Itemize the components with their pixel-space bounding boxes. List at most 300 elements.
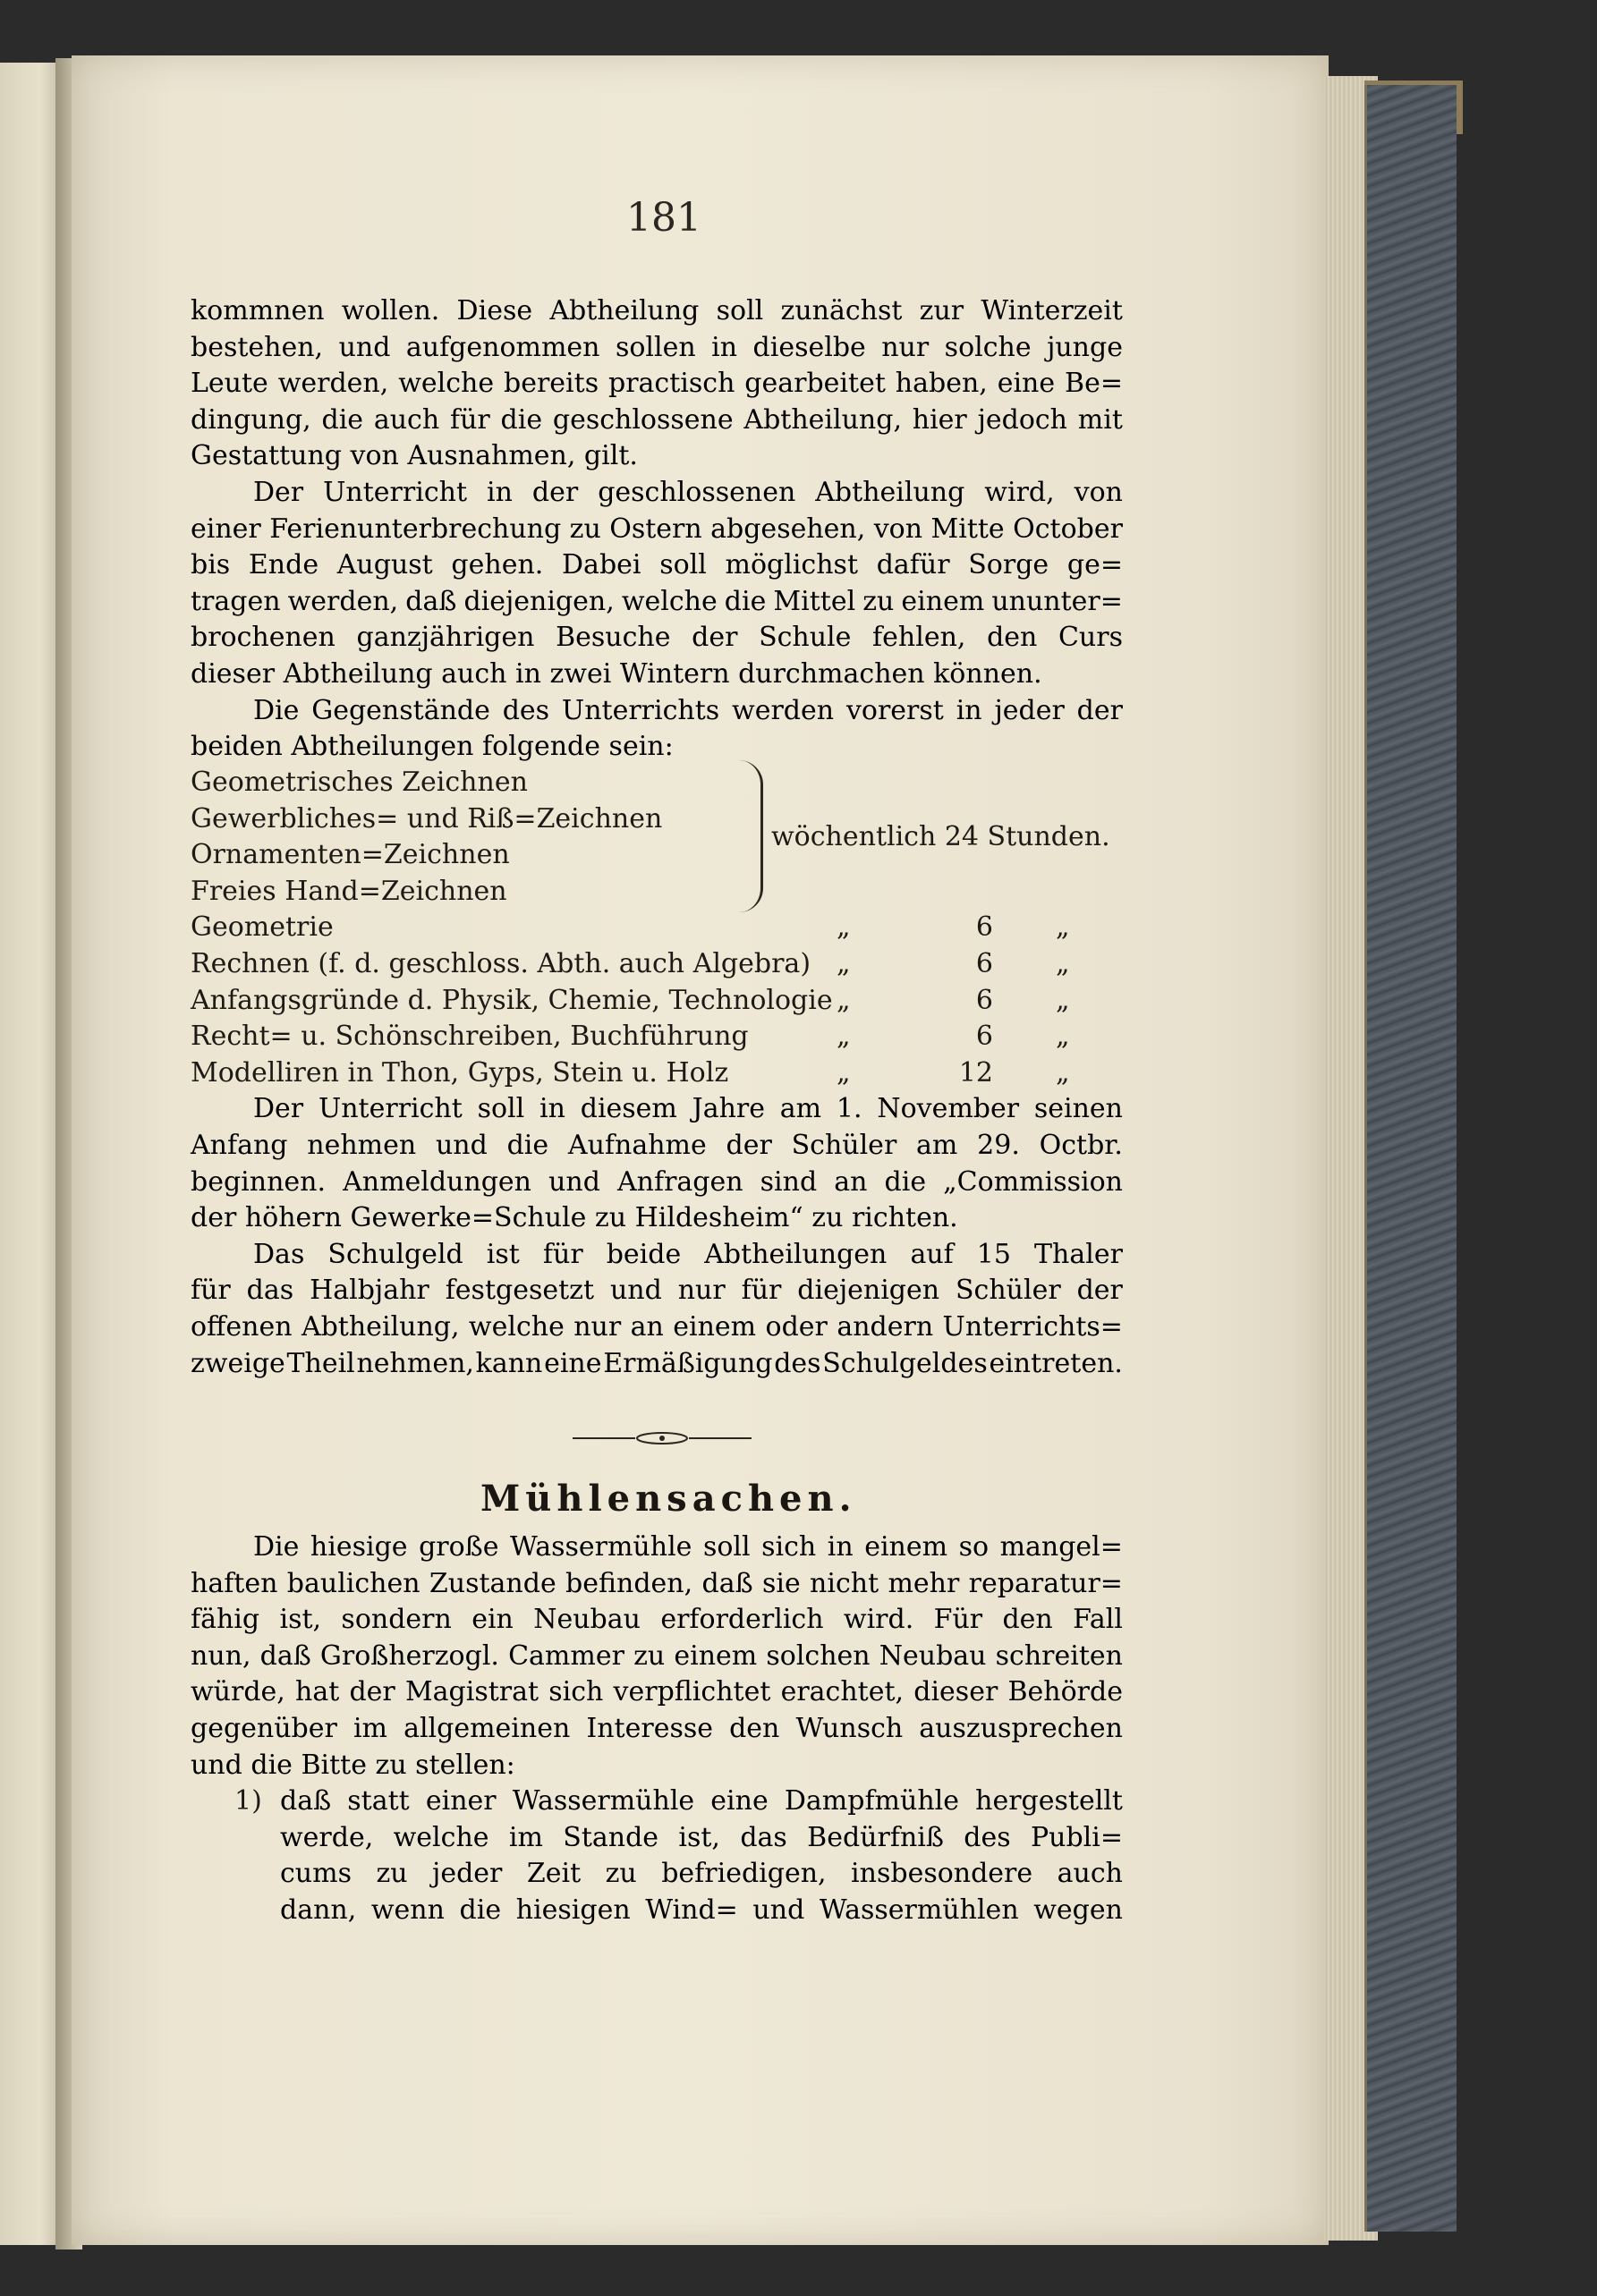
word: Aufnahme (567, 1130, 707, 1161)
word: eine (997, 368, 1056, 400)
word: die (321, 403, 364, 436)
word: baulichen (286, 1567, 420, 1599)
word: festgesetzt (445, 1275, 595, 1307)
word: offenen (191, 1311, 293, 1343)
word: das (740, 1821, 787, 1853)
word: sondern (341, 1604, 452, 1636)
word: zu (862, 585, 895, 617)
paragraph-line (191, 1200, 1123, 1236)
word: Besuche (556, 622, 671, 654)
word: auf (910, 1238, 954, 1270)
subject-item: Geometrisches Zeichnen (191, 767, 528, 798)
word: geschlossene (552, 403, 734, 436)
word: daß (701, 1567, 753, 1599)
paragraph-line (253, 1237, 1123, 1273)
word: dafür (876, 549, 950, 581)
word: Abtheilung (815, 477, 965, 508)
word: tragen (191, 585, 281, 617)
word: dann, (280, 1894, 357, 1926)
word: schreiten (995, 1639, 1123, 1672)
paragraph-line (191, 729, 1123, 765)
word: gehen. (451, 549, 544, 581)
word: Wassermühle (509, 1531, 692, 1563)
word: so (958, 1531, 990, 1563)
word: einer (191, 513, 261, 545)
word: Das (253, 1238, 305, 1270)
word: die (506, 1130, 549, 1161)
word: zweige (191, 1347, 285, 1379)
word: dingung, (191, 403, 311, 436)
word: ist, (678, 1821, 720, 1853)
word: den (729, 1713, 780, 1744)
word: Abtheilung, (301, 1311, 460, 1343)
paragraph-line (191, 1346, 1123, 1382)
word: Wassermühle (512, 1785, 695, 1817)
word: practisch (607, 368, 735, 400)
word: für (191, 1275, 231, 1307)
word: „Commission (943, 1165, 1123, 1198)
word: cums (280, 1858, 352, 1890)
word: einem (674, 1639, 758, 1672)
list-item-line (280, 1820, 1123, 1856)
word: der (726, 1130, 772, 1161)
word: Schule (759, 622, 852, 654)
word: des (774, 1347, 821, 1379)
subject-name: Geometrie (191, 911, 334, 944)
word: Halbjahr (310, 1275, 429, 1307)
word: am (916, 1130, 958, 1161)
word: und (338, 331, 391, 363)
word: zu (633, 1639, 666, 1672)
word: wird, (984, 477, 1055, 508)
word: insbesondere (851, 1858, 1033, 1890)
word: die (500, 403, 543, 436)
section-divider-ornament (573, 1429, 752, 1447)
ditto-mark: „ (837, 1021, 851, 1053)
word: Der (253, 477, 304, 508)
word: nehmen (307, 1130, 417, 1161)
word: 15 (976, 1238, 1011, 1270)
word: statt (347, 1785, 410, 1817)
subject-hours: 6 (975, 911, 993, 944)
ditto-mark: „ (1056, 984, 1070, 1016)
list-item-marker: 1) (234, 1785, 262, 1817)
word: zur (919, 295, 964, 326)
word: Für (933, 1604, 983, 1636)
word: Die (253, 694, 300, 726)
word: in (956, 694, 982, 726)
word: October (1013, 513, 1123, 545)
word: Neubau (533, 1604, 641, 1636)
word: Thaler (1034, 1238, 1123, 1270)
subject-item: Ornamenten=Zeichnen (191, 839, 510, 871)
word: Publi= (1030, 1821, 1123, 1853)
word: Diese (456, 295, 533, 326)
word: und (752, 1894, 805, 1926)
word: werden, (287, 585, 399, 617)
subject-name: Recht= u. Schönschreiben, Buchführung (191, 1021, 749, 1053)
word: nur (881, 331, 930, 363)
word: für (449, 403, 490, 436)
word: Dampfmühle (784, 1785, 959, 1817)
word: allgemeinen (403, 1713, 571, 1744)
word: gegenüber (191, 1713, 337, 1744)
word: nur (573, 1311, 622, 1343)
word: Dabei (562, 549, 641, 581)
ditto-mark: „ (1056, 948, 1070, 979)
subject-item: Freies Hand=Zeichnen (191, 875, 507, 907)
word: einem (901, 585, 985, 617)
subject-item: Gewerbliches= und Riß=Zeichnen (191, 802, 663, 835)
word: Die (253, 1531, 300, 1563)
word: vorerst (845, 694, 944, 726)
word: wollen. (341, 295, 440, 326)
word: Ostern (609, 513, 702, 545)
paragraph-line (191, 547, 1123, 583)
word: Anfragen (616, 1165, 743, 1198)
word: Abtheilungen (704, 1238, 888, 1270)
word: und (548, 1165, 600, 1198)
word: abgesehen, (710, 513, 866, 545)
ditto-mark: „ (1056, 1056, 1070, 1089)
word: Abtheilung, (743, 403, 902, 436)
word: eine (544, 1347, 602, 1379)
subject-hours: 6 (975, 948, 993, 979)
word: Fall (1073, 1604, 1123, 1636)
word: im (353, 1713, 387, 1744)
word: dieser Abtheilung auch in zwei Wintern durchmachen können. (191, 658, 1042, 690)
paragraph-line (191, 1639, 1123, 1674)
word: beide (606, 1238, 682, 1270)
word: Octbr. (1039, 1130, 1123, 1161)
word: brochenen (191, 622, 336, 654)
word: Jahre (692, 1093, 765, 1125)
list-item-line (280, 1856, 1123, 1892)
word: mehr (888, 1567, 960, 1599)
word: nur (677, 1275, 726, 1307)
word: sind (760, 1165, 818, 1198)
word: Cammer (508, 1639, 624, 1672)
paragraph-line (191, 402, 1123, 438)
word: Zustande (429, 1567, 556, 1599)
ditto-mark: „ (837, 1056, 851, 1089)
word: Magistrat (404, 1676, 539, 1708)
word: Stande (563, 1821, 659, 1853)
word: das (246, 1275, 294, 1307)
book-cover (1364, 85, 1457, 2232)
word: wegen (1033, 1894, 1123, 1926)
word: Unterricht (323, 477, 468, 508)
word: August (336, 549, 433, 581)
word: nehmen, (356, 1347, 474, 1379)
word: Interesse (586, 1713, 713, 1744)
word: zu (605, 1858, 637, 1890)
word: möglichst (725, 549, 859, 581)
word: die (459, 1894, 502, 1926)
word: an (630, 1311, 664, 1343)
word: werden (732, 694, 835, 726)
word: der (349, 1676, 395, 1708)
word: soll (702, 1531, 751, 1563)
word: eintreten. (989, 1347, 1123, 1379)
paragraph-line (191, 1711, 1123, 1747)
word: und die Bitte zu stellen: (191, 1749, 515, 1781)
word: Gestattung von Ausnahmen, gilt. (191, 440, 638, 472)
word: Ende (248, 549, 319, 581)
subject-name: Rechnen (f. d. geschloss. Abth. auch Algebra) (191, 948, 811, 979)
word: welche (398, 368, 495, 400)
paragraph-line (191, 1748, 1123, 1783)
word: diesem (580, 1093, 677, 1125)
word: nicht (810, 1567, 879, 1599)
word: daß (405, 585, 457, 617)
paragraph-line (191, 1309, 1123, 1345)
word: die (724, 585, 767, 617)
word: für (741, 1275, 782, 1307)
paragraph-line (253, 1529, 1123, 1565)
word: Ferienunterbrechung (269, 513, 562, 545)
paragraph-line (191, 584, 1123, 620)
word: beginnen. (191, 1165, 327, 1198)
word: den (1002, 1604, 1053, 1636)
word: Neubau (879, 1639, 987, 1672)
word: Anmeldungen (343, 1165, 531, 1198)
word: würde, (191, 1676, 285, 1708)
paragraph-line (191, 1566, 1123, 1602)
word: Bedürfniß (807, 1821, 944, 1853)
word: hiesige (310, 1531, 408, 1563)
word: im (508, 1821, 543, 1853)
word: bereits (503, 368, 599, 400)
word: der höhern Gewerke=Schule zu Hildesheim“ zu richten. (191, 1202, 958, 1234)
word: daß (259, 1639, 311, 1672)
word: große (419, 1531, 499, 1563)
word: mangel= (999, 1531, 1123, 1563)
word: verpflichtet (613, 1676, 771, 1708)
word: und (435, 1130, 488, 1161)
word: Schüler (955, 1275, 1061, 1307)
paragraph-line (253, 475, 1123, 511)
word: Großherzogl. (319, 1639, 499, 1672)
paragraph-line (191, 1674, 1123, 1710)
word: soll (477, 1093, 525, 1125)
word: werde, (280, 1821, 374, 1853)
word: zu (376, 1858, 408, 1890)
word: soll (659, 549, 707, 581)
word: von (1074, 477, 1123, 508)
word: Mitte (930, 513, 1005, 545)
word: ganzjährigen (356, 622, 535, 654)
word: bestehen, (191, 331, 324, 363)
word: dieser (913, 1676, 998, 1708)
word: Schüler (791, 1130, 897, 1161)
ditto-mark: „ (1056, 911, 1070, 944)
paragraph-line (191, 438, 1123, 474)
list-item-line (280, 1783, 1123, 1819)
word: Sorge (968, 549, 1049, 581)
list-item-line (280, 1893, 1123, 1928)
word: andern (837, 1311, 934, 1343)
word: ge= (1066, 549, 1123, 581)
word: welche (468, 1311, 565, 1343)
word: auch (1057, 1858, 1123, 1890)
word: der (531, 477, 579, 508)
word: Unterrichts (561, 694, 720, 726)
word: von (873, 513, 923, 545)
word: Anfang (191, 1130, 288, 1161)
word: den (987, 622, 1038, 654)
word: reparatur= (968, 1567, 1123, 1599)
word: seinen (1033, 1093, 1123, 1125)
word: in (487, 477, 513, 508)
word: Theil (286, 1347, 355, 1379)
word: Schulgeld (327, 1238, 463, 1270)
word: sich (761, 1531, 817, 1563)
word: jeder (994, 694, 1065, 726)
word: aufgenommen (405, 331, 600, 363)
word: bis (191, 549, 231, 581)
word: der (1076, 694, 1123, 726)
word: der (692, 622, 738, 654)
word: ein (471, 1604, 514, 1636)
word: nun, (191, 1639, 251, 1672)
subject-hours: 6 (975, 1021, 993, 1053)
word: Wind= (645, 1894, 738, 1926)
word: des (502, 694, 550, 726)
word: befinden, (565, 1567, 693, 1599)
word: Der (253, 1093, 304, 1125)
word: diejenigen, (463, 585, 615, 617)
subject-hours: 6 (975, 984, 993, 1016)
word: 1. (836, 1093, 862, 1125)
paragraph-line (253, 1091, 1123, 1127)
word: wenn (370, 1894, 445, 1926)
word: die (884, 1165, 927, 1198)
word: an (834, 1165, 868, 1198)
word: Be= (1065, 368, 1123, 400)
word: in (711, 331, 738, 363)
word: geschlossenen (598, 477, 796, 508)
ditto-mark: „ (1056, 1021, 1070, 1053)
word: oder (765, 1311, 828, 1343)
word: sich (548, 1676, 604, 1708)
word: Unterrichts= (942, 1311, 1123, 1343)
word: ist (486, 1238, 520, 1270)
word: Ermäßigung (603, 1347, 773, 1379)
word: diejenigen (797, 1275, 940, 1307)
subject-hours: 12 (958, 1056, 993, 1089)
word: und (609, 1275, 662, 1307)
ditto-mark: „ (837, 948, 851, 979)
word: hat (295, 1676, 340, 1708)
paragraph-line (191, 620, 1123, 656)
paragraph-line (191, 1165, 1123, 1200)
word: mit (1077, 403, 1123, 436)
paragraph-line (191, 1128, 1123, 1164)
word: befriedigen, (661, 1858, 827, 1890)
word: einer (425, 1785, 497, 1817)
word: sollen (615, 331, 696, 363)
word: hier (912, 403, 967, 436)
word: auszusprechen (919, 1713, 1123, 1744)
word: für (542, 1238, 583, 1270)
word: des (964, 1821, 1011, 1853)
word: beiden Abtheilungen folgende sein: (191, 731, 674, 763)
word: ununter= (991, 585, 1123, 617)
word: in (539, 1093, 565, 1125)
word: einem (864, 1531, 948, 1563)
word: in (827, 1531, 854, 1563)
word: fehlen, (872, 622, 966, 654)
word: solche (944, 331, 1032, 363)
word: welche (393, 1821, 489, 1853)
word: Behörde (1007, 1676, 1123, 1708)
word: 29. (977, 1130, 1020, 1161)
word: solchen (766, 1639, 871, 1672)
word: zunächst (780, 295, 903, 326)
word: daß (280, 1785, 332, 1817)
page-number: 181 (626, 195, 701, 241)
section-heading: Mühlensachen. (480, 1478, 857, 1520)
paragraph-line (191, 657, 1123, 692)
word: erachtet, (780, 1676, 905, 1708)
paragraph-line (191, 293, 1123, 329)
word: Wunsch (795, 1713, 904, 1744)
word: Schulgeldes (822, 1347, 988, 1379)
word: auch (373, 403, 440, 436)
paragraph-line (191, 330, 1123, 366)
word: sie (761, 1567, 801, 1599)
word: Gegenstände (311, 694, 490, 726)
word: Curs (1058, 622, 1123, 654)
grouped-hours: wöchentlich 24 Stunden. (771, 820, 1110, 852)
word: zu (569, 513, 601, 545)
word: fähig (191, 1604, 260, 1636)
word: Unterricht (318, 1093, 463, 1125)
word: haften (191, 1567, 278, 1599)
word: haben, (895, 368, 988, 400)
word: Wassermühlen (819, 1894, 1019, 1926)
word: jedoch (977, 403, 1068, 436)
word: gearbeitet (744, 368, 886, 400)
word: hergestellt (975, 1785, 1123, 1817)
word: Abtheilung (549, 295, 700, 326)
word: jeder (432, 1858, 503, 1890)
ditto-mark: „ (837, 984, 851, 1016)
paragraph-line (191, 512, 1123, 547)
word: dieselbe (752, 331, 866, 363)
word: welche (621, 585, 718, 617)
subject-name: Modelliren in Thon, Gyps, Stein u. Holz (191, 1056, 729, 1089)
paragraph-line (191, 1273, 1123, 1309)
word: wird. (843, 1604, 914, 1636)
word: soll (716, 295, 764, 326)
word: Mittel (773, 585, 856, 617)
word: eine (710, 1785, 769, 1817)
word: junge (1047, 331, 1123, 363)
word: kann (475, 1347, 543, 1379)
subject-name: Anfangsgründe d. Physik, Chemie, Technologie (191, 984, 833, 1016)
word: am (779, 1093, 822, 1125)
word: Zeit (526, 1858, 582, 1890)
word: November (877, 1093, 1020, 1125)
ditto-mark: „ (837, 911, 851, 944)
word: kommnen (191, 295, 325, 326)
grouping-brace (739, 760, 763, 912)
word: Leute (191, 368, 268, 400)
word: erforderlich (660, 1604, 824, 1636)
paragraph-line (191, 366, 1123, 402)
